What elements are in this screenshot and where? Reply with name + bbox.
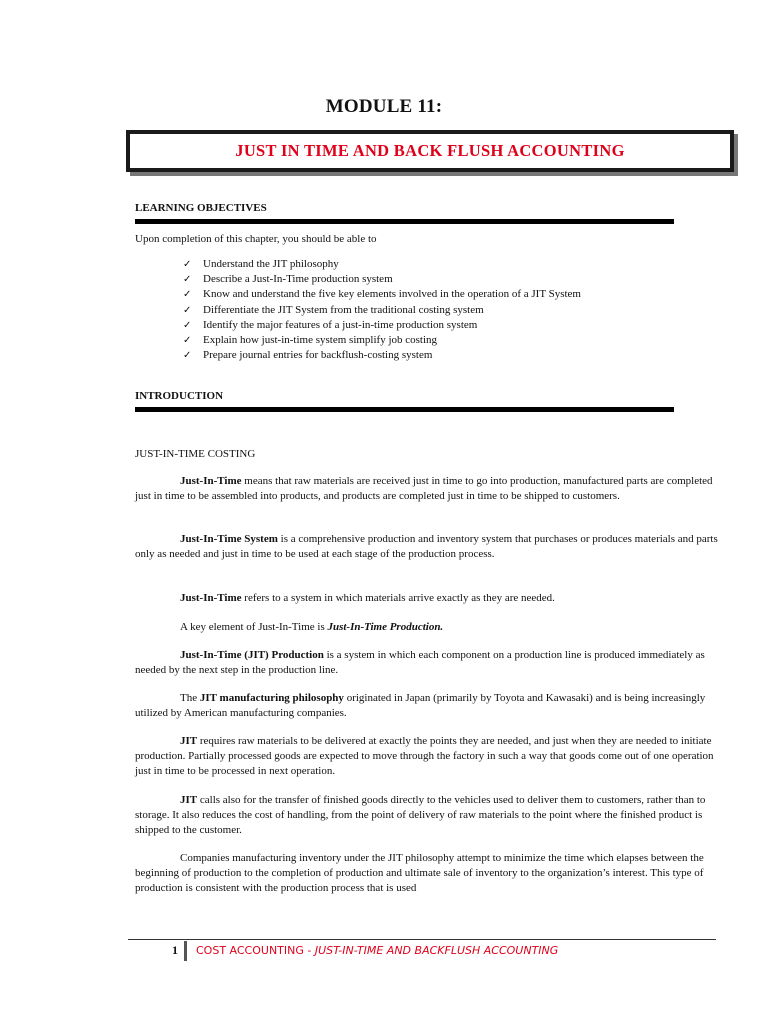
- checkmark-icon: ✓: [183, 335, 192, 347]
- paragraph-2: Just-In-Time System is a comprehensive production and inventory system that purchases or produces materials and parts only as needed and just in time to be used at each stage of the production process.: [135, 533, 718, 560]
- learning-objectives-heading: LEARNING OBJECTIVES: [135, 202, 267, 214]
- list-item: ✓ Know and understand the five key elements involved in the operation of a JIT System: [183, 287, 581, 302]
- checkmark-icon: ✓: [183, 274, 192, 286]
- paragraph-9: Companies manufacturing inventory under the JIT philosophy attempt to minimize the time which elapses between the beginning of production to the completion of production and ultimate sale of inventory to the organization’s interest. This type of production is consistent with the production process that is used: [135, 852, 704, 894]
- objectives-intro: Upon completion of this chapter, you should be able to: [135, 233, 377, 245]
- checkmark-icon: ✓: [183, 259, 192, 270]
- paragraph-4: A key element of Just-In-Time is Just-In-Time Production.: [180, 621, 444, 633]
- checkmark-icon: ✓: [183, 319, 192, 331]
- checkmark-icon: ✓: [183, 289, 192, 301]
- introduction-heading: INTRODUCTION: [135, 390, 224, 402]
- list-item: ✓ Identify the major features of a just-in-time production system: [183, 318, 581, 333]
- module-title: MODULE 11:: [325, 96, 443, 117]
- page-number: 1: [172, 943, 178, 957]
- paragraph-7: JIT requires raw materials to be delivered at exactly the points they are needed, and just when they are needed to initiate production. Partially processed goods are expected to move through the factory in such a way that goods come out of one operation just in time to be processed in next operation.: [135, 735, 714, 777]
- section-rule: [135, 407, 674, 412]
- paragraph-8: JIT calls also for the transfer of finished goods directly to the vehicles used to deliver them to customers, rather than to storage. It also reduces the cost of handling, from the point of delivery of raw materials to the point where the finished product is shipped to the customer.: [135, 794, 706, 836]
- list-item: ✓ Differentiate the JIT System from the traditional costing system: [183, 303, 581, 318]
- footer-caption: COST ACCOUNTING - JUST-IN-TIME AND BACKFLUSH ACCOUNTING: [196, 944, 559, 957]
- chapter-title: JUST IN TIME AND BACK FLUSH ACCOUNTING: [235, 141, 625, 160]
- section-rule: [135, 219, 674, 224]
- checkmark-icon: ✓: [183, 350, 192, 362]
- list-item: ✓ Understand the JIT philosophy: [183, 257, 581, 272]
- paragraph-6: The JIT manufacturing philosophy originated in Japan (primarily by Toyota and Kawasaki) and is being increasingly utilized by American manufacturing companies.: [135, 692, 706, 719]
- list-item: ✓ Prepare journal entries for backflush-costing system: [183, 348, 581, 363]
- chapter-title-box: [126, 130, 734, 172]
- footer-rule: [128, 939, 716, 940]
- checkmark-icon: ✓: [183, 304, 192, 316]
- list-item: ✓ Describe a Just-In-Time production system: [183, 272, 581, 287]
- footer-divider: [184, 941, 187, 961]
- objectives-list: [183, 257, 581, 363]
- jit-costing-heading: JUST-IN-TIME COSTING: [135, 448, 256, 460]
- list-item: ✓ Explain how just-in-time system simplify job costing: [183, 333, 581, 348]
- paragraph-3: Just-In-Time refers to a system in which materials arrive exactly as they are needed.: [180, 592, 555, 604]
- paragraph-5: Just-In-Time (JIT) Production is a system in which each component on a production line is produced immediately as needed by the next step in the production line.: [135, 649, 705, 676]
- paragraph-1: Just-In-Time means that raw materials are received just in time to go into production, manufactured parts are completed just in time to be assembled into products, and products are completed just in time to be shipped to customers.: [135, 475, 713, 502]
